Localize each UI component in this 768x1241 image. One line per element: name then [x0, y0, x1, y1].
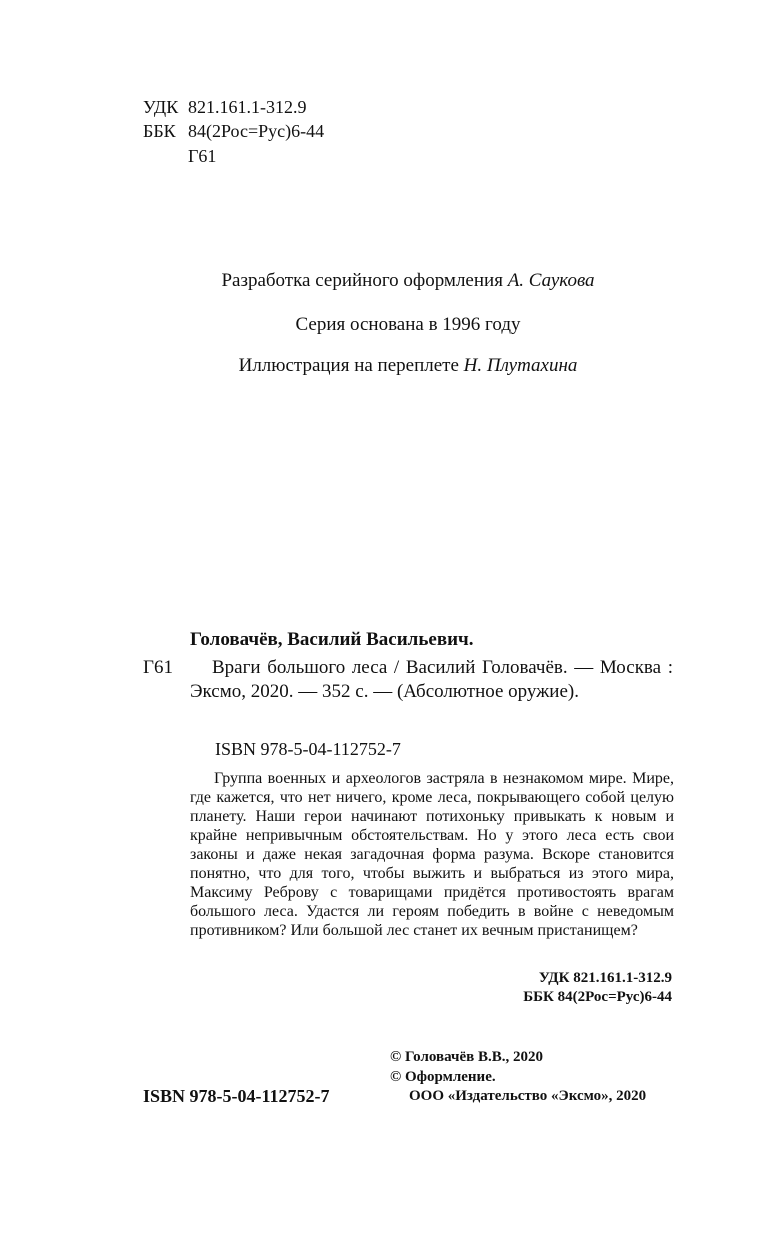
annotation [190, 769, 674, 940]
copyright-author: © Головачёв В.В., 2020 [390, 1049, 544, 1065]
bibliography-description [190, 656, 673, 704]
udk-label: УДК [143, 97, 179, 117]
bibliography-author: Головачёв, Василий Васильевич. [190, 629, 474, 650]
bbk-label: ББК [143, 121, 176, 141]
illustration-credit-text: Иллюстрация на переплете [238, 355, 459, 376]
series-note: Серия основана в 1996 году [295, 314, 521, 335]
illustration-credit [0, 354, 768, 378]
publisher: ООО «Издательство «Эксмо», 2020 [409, 1088, 647, 1104]
bbk-line [143, 120, 324, 142]
bibliography-isbn: ISBN 978-5-04-112752-7 [215, 739, 401, 759]
udk-value: 821.161.1-312.9 [188, 97, 307, 117]
udk-line [143, 96, 307, 118]
illustration-credit-name: Н. Плутахина [463, 355, 578, 376]
copyright-design: © Оформление. [390, 1069, 496, 1085]
footer-udk: УДК 821.161.1-312.9 [538, 970, 672, 986]
design-credit-name: А. Саукова [507, 270, 595, 291]
footer-isbn: ISBN 978-5-04-112752-7 [143, 1086, 330, 1106]
bbk-value: 84(2Рос=Рус)6-44 [188, 121, 325, 141]
footer-bbk: ББК 84(2Рос=Рус)6-44 [523, 989, 672, 1005]
bibliography-description-text: Враги большого леса / Василий Головачёв. — Москва : Эксмо, 2020. — 352 с. — (Абсолютное оружие). [190, 657, 673, 702]
bibliography-mark: Г61 [143, 657, 173, 678]
annotation-text: Группа военных и археологов застряла в незнакомом мире. Мире, где кажется, что нет ничего, кроме леса, покрывающего собой целую планету. Наши герои начинают потихоньку привыкать к новым и крайне непривычным обстоятельствам. Но у этого леса есть свои законы и даже некая загадочная форма разума. Вскоре становится понятно, что для того, чтобы выжить и выбраться из этого мира, Максиму Реброву с товарищами придётся противостоять врагам большого леса. Удастся ли героям победить в войне с неведомым противником? Или большой лес станет их вечным пристанищем? [190, 770, 674, 939]
design-credit [0, 269, 768, 293]
author-mark: Г61 [188, 146, 217, 166]
design-credit-text: Разработка серийного оформления [221, 270, 503, 291]
